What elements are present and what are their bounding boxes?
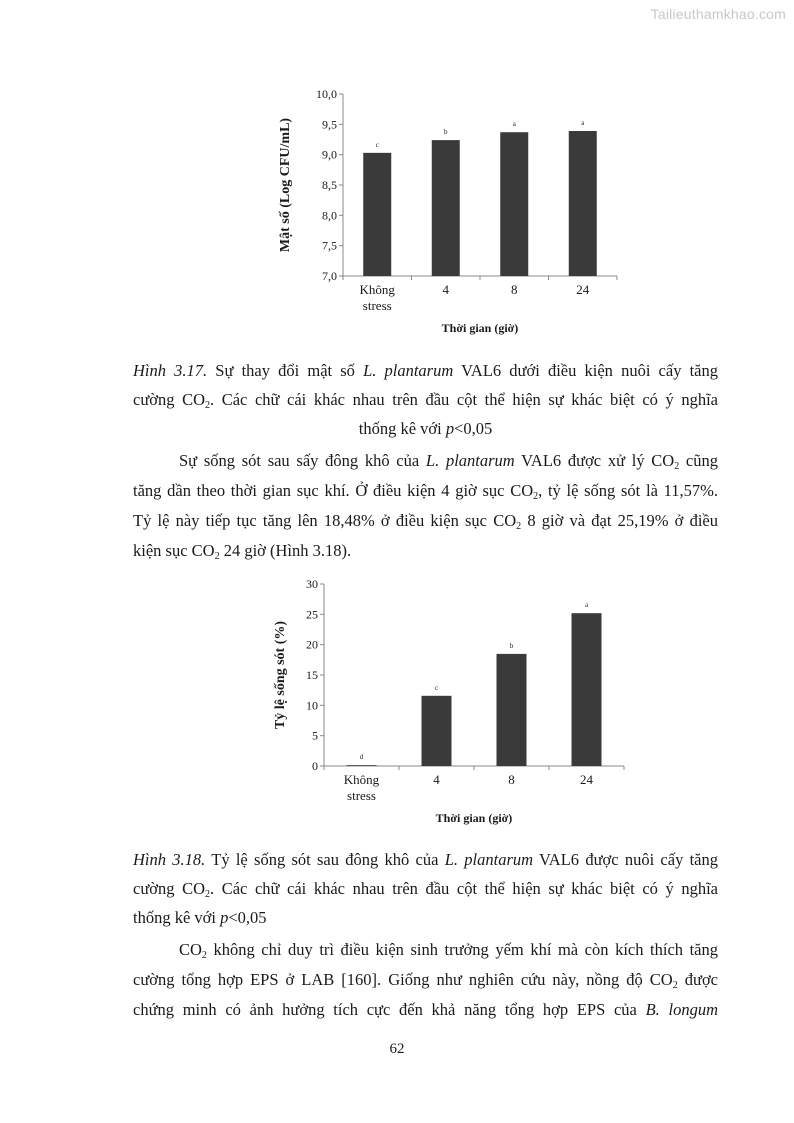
- caption-line-1: [133, 356, 718, 385]
- bar: [497, 654, 527, 766]
- significance-letter: a: [512, 120, 516, 129]
- text: Tỷ lệ này tiếp tục tăng lên 18,48% ở điều kiện sục CO: [133, 511, 517, 530]
- text: CO: [179, 940, 202, 959]
- caption-text: thống kê với: [133, 908, 221, 927]
- caption-text: VAL6 được nuôi cấy tăng: [533, 850, 719, 869]
- caption-label: Hình 3.18.: [133, 850, 206, 869]
- y-tick-label: 25: [306, 607, 318, 622]
- bar: [572, 613, 602, 766]
- subscript: 2: [205, 889, 210, 900]
- caption-text: Tỷ lệ sống sót sau đông khô của: [205, 850, 445, 869]
- caption-text: cường CO: [133, 879, 205, 898]
- subscript: 2: [672, 980, 678, 991]
- species-name: L. plantarum: [425, 451, 515, 470]
- y-tick-label: 5: [312, 728, 318, 743]
- page-number: 62: [389, 1041, 405, 1057]
- paragraph-line: [133, 446, 718, 476]
- bar: [432, 140, 460, 276]
- bar: [422, 696, 452, 766]
- species-name: B. longum: [645, 1000, 718, 1019]
- subscript: 2: [214, 551, 220, 562]
- y-tick-label: 8,5: [322, 178, 337, 192]
- significance-letter: d: [359, 753, 364, 762]
- text: được: [677, 970, 718, 989]
- paragraph-line: [133, 506, 718, 536]
- text: VAL6 được xử lý CO: [514, 451, 675, 470]
- subscript: 2: [516, 521, 522, 532]
- subscript: 2: [205, 400, 210, 411]
- chart-survival-rate: [0, 570, 794, 832]
- y-tick-label: 9,0: [322, 147, 337, 162]
- text: 24 giờ (Hình 3.18).: [219, 541, 352, 560]
- species-name: L. plantarum: [444, 850, 534, 869]
- x-tick-label: 8: [511, 282, 518, 297]
- x-axis-title: Thời gian (giờ): [435, 811, 513, 825]
- y-tick-label: 10,0: [316, 87, 337, 101]
- y-tick-label: 7,0: [322, 269, 337, 283]
- paragraph-co2-eps: [133, 935, 718, 1025]
- text: chứng minh có ảnh hưởng tích cực đến khả năng tổng hợp EPS của: [133, 1000, 646, 1019]
- y-axis-title: Mật số (Log CFU/mL): [278, 117, 293, 253]
- text: cường tổng hợp EPS ở LAB [160]. Giống như nghiên cứu này, nồng độ CO: [133, 970, 673, 989]
- figure-3-18-caption: [133, 845, 718, 932]
- x-tick-label: Không: [343, 772, 380, 787]
- paragraph-line: [133, 995, 718, 1025]
- caption-text: <0,05: [454, 419, 493, 438]
- caption-line-3: [133, 414, 718, 443]
- caption-text: . Các chữ cái khác nhau trên đầu cột thể hiện sự khác biệt có ý nghĩa: [210, 879, 718, 898]
- chart-viable-count: [0, 80, 794, 342]
- caption-text: . Các chữ cái khác nhau trên đầu cột thể hiện sự khác biệt có ý nghĩa: [210, 390, 718, 409]
- caption-line-3: [133, 903, 718, 932]
- x-tick-label: 24: [580, 772, 593, 787]
- y-tick-label: 7,5: [322, 238, 337, 253]
- significance-letter: b: [444, 128, 448, 137]
- p-value-symbol: p: [220, 908, 229, 927]
- y-tick-label: 20: [306, 637, 318, 652]
- y-axis-title: Tỷ lệ sống sót (%): [273, 620, 288, 730]
- paragraph-line: [133, 965, 718, 995]
- x-tick-label: Không: [359, 282, 395, 297]
- significance-letter: c: [375, 140, 379, 149]
- text: cũng: [679, 451, 719, 470]
- text: không chỉ duy trì điều kiện sinh trưởng yếm khí mà còn kích thích tăng: [206, 940, 718, 959]
- x-tick-label: 8: [508, 772, 515, 787]
- text: tăng dần theo thời gian sục khí. Ở điều kiện 4 giờ sục CO: [133, 481, 534, 500]
- y-tick-label: 0: [312, 759, 318, 773]
- text: kiện sục CO: [133, 541, 215, 560]
- species-name: L. plantarum: [363, 361, 454, 380]
- x-tick-label: stress: [362, 298, 392, 313]
- paragraph-survival: [133, 446, 718, 566]
- text: Sự sống sót sau sấy đông khô của: [179, 451, 426, 470]
- significance-letter: a: [581, 119, 585, 128]
- caption-line-1: [133, 845, 718, 874]
- x-axis-title: Thời gian (giờ): [441, 321, 519, 335]
- bar: [347, 765, 377, 766]
- caption-text: cường CO: [133, 390, 205, 409]
- paragraph-line: [133, 935, 718, 965]
- significance-letter: c: [434, 683, 439, 692]
- watermark: Tailieuthamkhao.com: [650, 6, 786, 22]
- x-tick-label: 4: [442, 282, 449, 297]
- subscript: 2: [674, 461, 680, 472]
- caption-line-2: [133, 385, 718, 414]
- bar: [500, 132, 528, 276]
- significance-letter: a: [584, 601, 589, 610]
- paragraph-line: [133, 536, 718, 566]
- p-value-symbol: p: [445, 419, 455, 438]
- subscript: 2: [201, 950, 207, 961]
- caption-label: Hình 3.17.: [133, 361, 208, 380]
- paragraph-line: [133, 476, 718, 506]
- y-tick-label: 8,0: [322, 208, 337, 223]
- y-tick-label: 9,5: [322, 117, 337, 132]
- y-tick-label: 10: [306, 698, 318, 713]
- caption-text: thống kê với: [358, 419, 446, 438]
- subscript: 2: [533, 491, 539, 502]
- y-tick-label: 30: [306, 577, 318, 591]
- bar: [569, 131, 597, 276]
- caption-text: VAL6 dưới điều kiện nuôi cấy tăng: [453, 361, 719, 380]
- text: 8 giờ và đạt 25,19% ở điều: [521, 511, 718, 530]
- x-tick-label: 4: [433, 772, 440, 787]
- x-tick-label: stress: [347, 788, 376, 803]
- figure-3-17-caption: [133, 356, 718, 443]
- y-tick-label: 15: [306, 668, 318, 682]
- significance-letter: b: [509, 641, 514, 650]
- caption-text: Sự thay đổi mật số: [207, 361, 364, 380]
- caption-line-2: [133, 874, 718, 903]
- text: , tỷ lệ sống sót là 11,57%.: [538, 481, 718, 500]
- x-tick-label: 24: [576, 282, 590, 297]
- caption-text: <0,05: [228, 908, 267, 927]
- bar: [363, 153, 391, 276]
